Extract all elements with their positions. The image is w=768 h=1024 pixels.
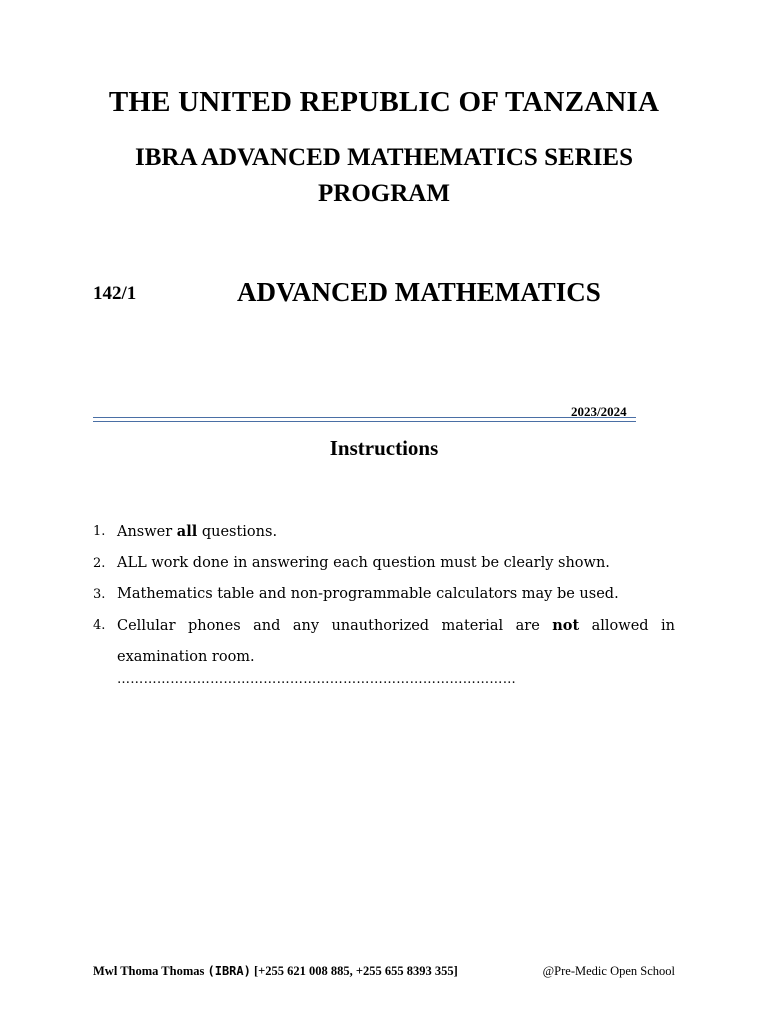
footer-author-nickname: (IBRA) <box>207 964 251 978</box>
footer-author <box>93 964 458 979</box>
instruction-text: examination room. <box>117 649 255 665</box>
footer-author-name: Mwl Thoma Thomas <box>93 964 208 978</box>
instruction-emphasis: not <box>552 617 580 634</box>
instruction-number: 3. <box>93 587 106 602</box>
instructions-heading: Instructions <box>329 436 439 460</box>
academic-year: 2023/2024 <box>571 404 627 419</box>
instruction-emphasis: all <box>176 523 198 540</box>
double-rule-divider <box>93 417 636 422</box>
series-title <box>0 140 768 212</box>
instruction-text-part: allowed in <box>579 618 675 634</box>
republic-title: THE UNITED REPUBLIC OF TANZANIA <box>108 86 660 118</box>
page-footer <box>93 964 675 979</box>
instruction-number: 1. <box>93 524 106 539</box>
instruction-item-3 <box>93 579 675 610</box>
instruction-item-4-continuation <box>93 642 675 673</box>
footer-phone-numbers: [+255 621 008 885, +255 655 8393 355] <box>250 964 458 978</box>
instruction-number: 2. <box>93 556 106 571</box>
paper-subject: ADVANCED MATHEMATICS <box>237 277 601 307</box>
instruction-text-part: Cellular phones and any unauthorized material are <box>117 618 553 634</box>
instruction-item-2 <box>93 548 675 579</box>
instruction-item-4 <box>93 610 675 642</box>
instruction-text-part: Answer <box>117 524 177 540</box>
instruction-item-1 <box>93 516 675 548</box>
paper-code: 142/1 <box>93 283 137 304</box>
footer-school: @Pre-Medic Open School <box>542 964 675 978</box>
dotted-end-line: ……………………………………………………………………………… <box>117 672 516 687</box>
instruction-text: ALL work done in answering each question must be clearly shown. <box>117 555 610 571</box>
instructions-list <box>93 516 675 673</box>
instruction-text <box>117 516 675 548</box>
instruction-text <box>117 610 675 642</box>
instruction-text: Mathematics table and non-programmable calculators may be used. <box>117 586 619 602</box>
series-title-line-1: IBRA ADVANCED MATHEMATICS SERIES <box>134 144 634 171</box>
instruction-number: 4. <box>93 618 106 633</box>
series-title-line-2: PROGRAM <box>318 180 450 207</box>
instruction-text-part: questions. <box>197 524 278 540</box>
